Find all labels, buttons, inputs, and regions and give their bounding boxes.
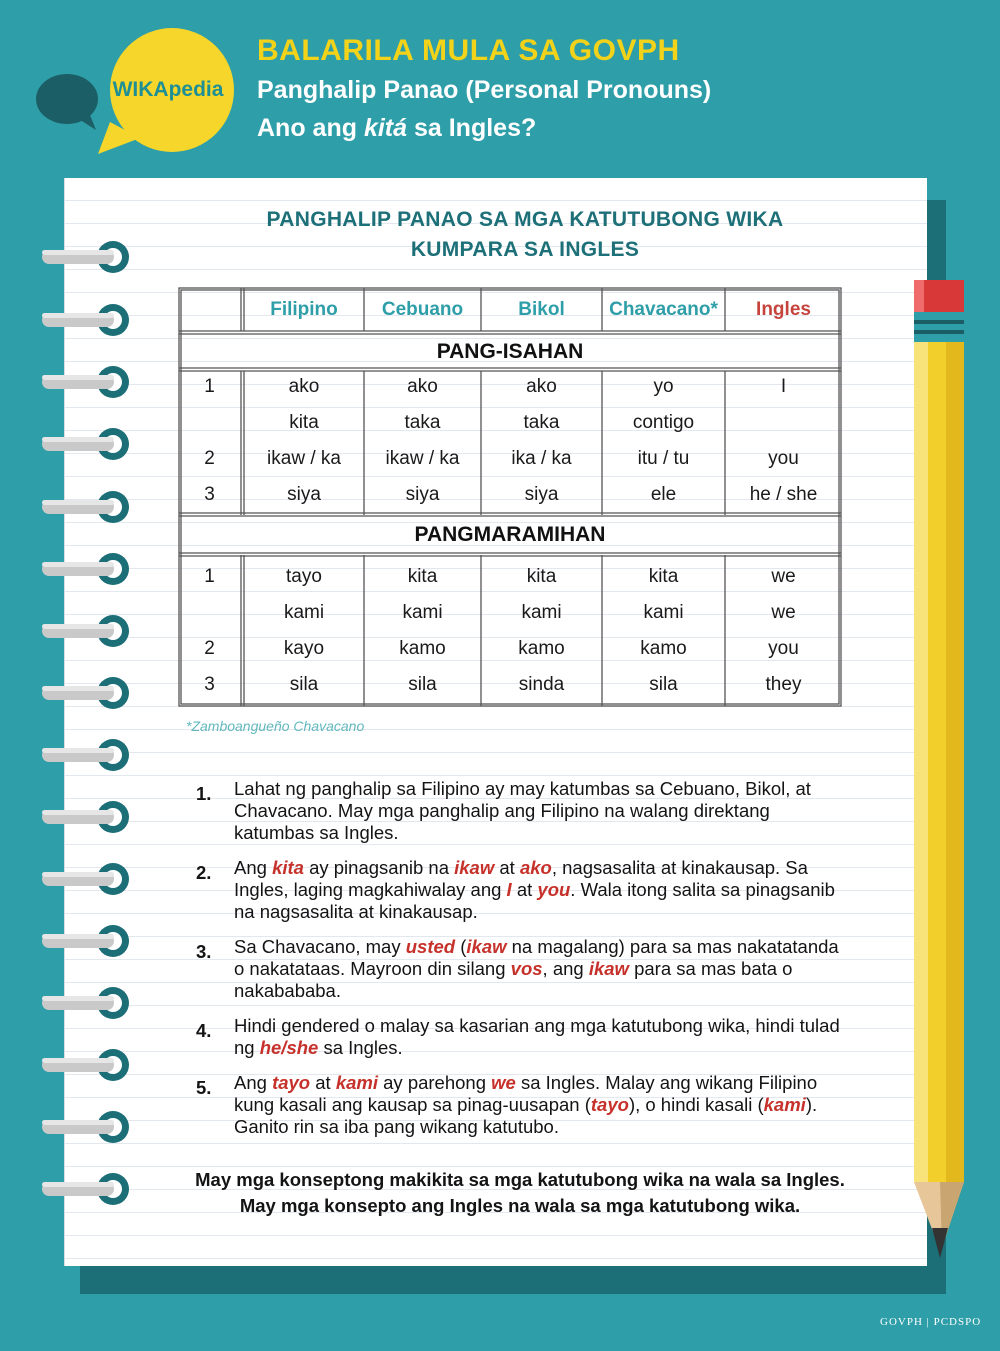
spiral-ring-icon xyxy=(40,676,132,710)
highlighted-word: you xyxy=(537,879,571,900)
singular-cell: itu / tu xyxy=(637,448,690,469)
note-item xyxy=(190,778,850,844)
plural-cell: kita xyxy=(526,566,557,587)
spiral-ring-icon xyxy=(40,986,132,1020)
singular-cell: ako xyxy=(407,376,438,397)
spiral-ring-icon xyxy=(40,1110,132,1144)
plural-cell: sila xyxy=(289,674,319,695)
note-number: 3. xyxy=(196,941,212,962)
singular-cell: ikaw / ka xyxy=(267,448,341,469)
section-plural: PANGMARAMIHAN xyxy=(414,523,606,546)
singular-person-number: 1 xyxy=(204,376,215,397)
plural-cell: kami xyxy=(521,602,562,623)
spiral-ring-icon xyxy=(40,365,132,399)
highlighted-word: ikaw xyxy=(454,857,495,878)
question-emphasis: kitá xyxy=(363,114,408,142)
spiral-ring-icon xyxy=(40,738,132,772)
singular-cell: taka xyxy=(404,412,441,433)
singular-cell: ika / ka xyxy=(511,448,572,469)
notes-list xyxy=(190,778,850,1151)
speech-bubble-dark-icon xyxy=(34,72,100,130)
spiral-ring-icon xyxy=(40,924,132,958)
note-item xyxy=(190,857,850,923)
header-subtitle: Panghalip Panao (Personal Pronouns) xyxy=(257,76,712,104)
plural-cell: we xyxy=(771,566,796,587)
highlighted-word: I xyxy=(506,879,512,900)
note-number: 2. xyxy=(196,862,212,883)
singular-cell: yo xyxy=(653,376,674,397)
plural-person-number: 3 xyxy=(204,674,215,695)
plural-person-number: 1 xyxy=(204,566,215,587)
highlighted-word: kami xyxy=(335,1072,378,1093)
table-footnote: *Zamboangueño Chavacano xyxy=(186,718,365,734)
highlighted-word: kami xyxy=(763,1094,806,1115)
closing-line1: May mga konseptong makikita sa mga katutubong wika na wala sa Ingles. xyxy=(195,1169,845,1190)
plural-cell: kamo xyxy=(518,638,565,659)
spiral-ring-icon xyxy=(40,303,132,337)
col-header-filipino: Filipino xyxy=(270,299,338,320)
note-number: 4. xyxy=(196,1020,212,1041)
note-number: 5. xyxy=(196,1077,212,1098)
highlighted-word: kita xyxy=(272,857,304,878)
singular-cell: ikaw / ka xyxy=(385,448,460,469)
wikapedia-logo-label: WIKApedia xyxy=(112,78,224,101)
singular-person-number: 3 xyxy=(204,484,215,505)
singular-cell: ako xyxy=(288,376,320,397)
table-title-line2: KUMPARA SA INGLES xyxy=(410,238,640,261)
col-header-chavacano: Chavacano* xyxy=(609,299,718,320)
plural-cell: sinda xyxy=(518,674,565,695)
plural-cell: sila xyxy=(649,674,678,695)
singular-cell: taka xyxy=(523,412,560,433)
highlighted-word: tayo xyxy=(590,1094,629,1115)
spiral-ring-icon xyxy=(40,1048,132,1082)
plural-cell: sila xyxy=(408,674,437,695)
pronoun-table xyxy=(178,287,842,707)
plural-cell: we xyxy=(771,602,796,623)
spiral-ring-icon xyxy=(40,240,132,274)
plural-person-number: 2 xyxy=(204,638,215,659)
plural-cell: tayo xyxy=(286,566,322,587)
singular-cell: kita xyxy=(289,412,319,433)
plural-cell: kami xyxy=(283,602,325,623)
header-question xyxy=(257,114,536,143)
table-title-line1: PANGHALIP PANAO SA MGA KATUTUBONG WIKA xyxy=(266,208,784,231)
note-item xyxy=(190,1072,850,1138)
spiral-ring-icon xyxy=(40,800,132,834)
spiral-ring-icon xyxy=(40,427,132,461)
singular-cell: siya xyxy=(287,484,321,505)
highlighted-word: ikaw xyxy=(588,958,629,979)
plural-cell: kami xyxy=(402,602,443,623)
singular-cell: you xyxy=(768,448,799,469)
singular-cell: siya xyxy=(405,484,440,505)
table-title xyxy=(190,205,860,265)
plural-cell: kayo xyxy=(283,638,325,659)
highlighted-word: ikaw xyxy=(466,936,507,957)
highlighted-word: we xyxy=(491,1072,516,1093)
plural-cell: kita xyxy=(407,566,438,587)
col-header-ingles: Ingles xyxy=(756,299,811,320)
header-title: BALARILA MULA SA GOVPH xyxy=(257,34,680,67)
credit-text: GOVPH | PCDSPO xyxy=(880,1316,982,1328)
singular-cell: contigo xyxy=(632,412,695,433)
spiral-ring-icon xyxy=(40,490,132,524)
highlighted-word: usted xyxy=(405,936,456,957)
col-header-bikol: Bikol xyxy=(518,299,565,320)
section-singular: PANG-ISAHAN xyxy=(436,340,584,363)
closing-line2: May mga konsepto ang Ingles na wala sa mga katutubong wika. xyxy=(239,1195,801,1216)
plural-cell: they xyxy=(765,674,802,695)
note-text: Ang kita ay pinagsanib na ikaw at ako, nagsasalita at kinakausap. Sa Ingles, laging magkahiwalay ang I at you. Wala itong salita sa pinagsanib na nagsasalita at kinakausap. xyxy=(234,857,835,922)
note-text: Ang tayo at kami ay parehong we sa Ingles. Malay ang wikang Filipino kung kasali ang kausap sa pinag-uusapan (tayo), o hindi kasali (kami). Ganito rin sa iba pang wikang katutubo. xyxy=(234,1072,818,1137)
spiral-ring-icon xyxy=(40,1172,132,1206)
highlighted-word: tayo xyxy=(272,1072,311,1093)
singular-person-number: 2 xyxy=(204,448,215,469)
spiral-ring-icon xyxy=(40,552,132,586)
highlighted-word: vos xyxy=(510,958,543,979)
spiral-ring-icon xyxy=(40,614,132,648)
note-item xyxy=(190,1015,850,1059)
note-text: Sa Chavacano, may usted (ikaw na magalang) para sa mas nakatatanda o nakatataas. Mayroon din silang vos, ang ikaw para sa mas bata o nakabababa. xyxy=(234,936,839,1001)
closing-statement xyxy=(150,1167,890,1219)
question-suffix: sa Ingles? xyxy=(407,114,537,142)
note-text: Hindi gendered o malay sa kasarian ang mga katutubong wika, hindi tulad ng he/she sa Ingles. xyxy=(234,1015,840,1058)
highlighted-word: he/she xyxy=(259,1037,319,1058)
singular-cell: siya xyxy=(524,484,559,505)
col-header-cebuano: Cebuano xyxy=(381,299,464,320)
singular-cell: ako xyxy=(526,376,557,397)
spiral-ring-icon xyxy=(40,862,132,896)
plural-cell: kamo xyxy=(640,638,687,659)
note-text: Lahat ng panghalip sa Filipino ay may katumbas sa Cebuano, Bikol, at Chavacano. May mga panghalip ang Filipino na walang direktang katumbas sa Ingles. xyxy=(234,778,811,843)
singular-cell: I xyxy=(780,376,787,397)
pencil-icon xyxy=(880,280,970,1270)
plural-cell: you xyxy=(768,638,799,659)
plural-cell: kamo xyxy=(399,638,446,659)
plural-cell: kita xyxy=(648,566,679,587)
singular-cell: ele xyxy=(650,484,677,505)
note-number: 1. xyxy=(196,783,212,804)
highlighted-word: ako xyxy=(519,857,552,878)
singular-cell: he / she xyxy=(749,484,818,505)
question-prefix: Ano ang xyxy=(257,114,364,142)
plural-cell: kami xyxy=(643,602,684,623)
note-item xyxy=(190,936,850,1002)
